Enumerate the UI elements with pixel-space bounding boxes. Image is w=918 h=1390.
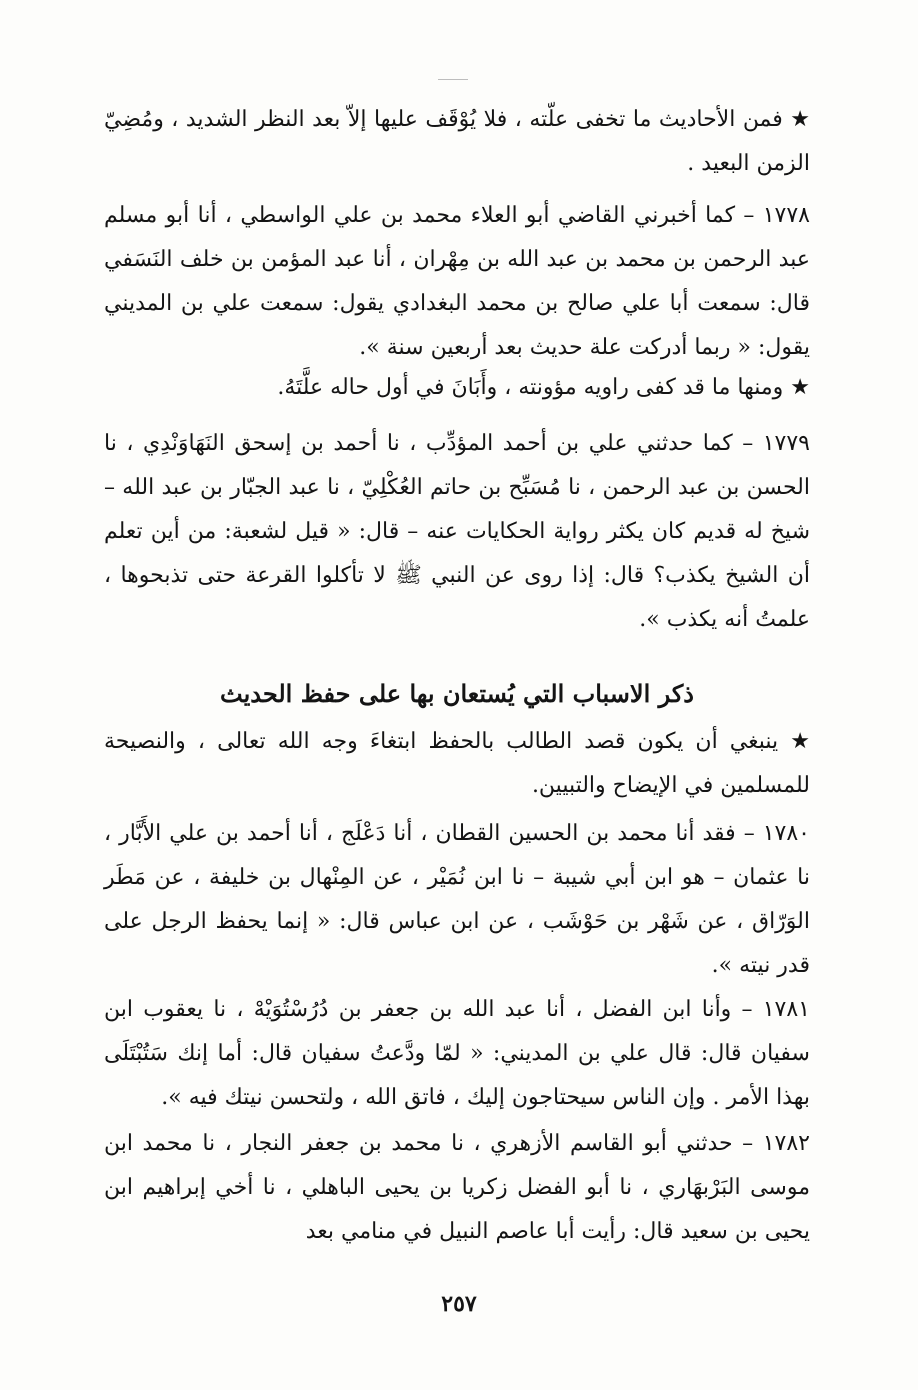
paragraph-1782: ١٧٨٢ – حدثني أبو القاسم الأزهري ، نا محمد بن جعفر النجار ، نا محمد ابن موسى البَرْبهَاري ، نا أبو الفضل زكريا بن يحيى الباهلي ، نا أخي إبراهيم ابن يحيى بن سعيد قال: رأيت أبا عاصم النبيل في منامي بعد xyxy=(104,1131,810,1244)
paragraph-weak-hadith-intro: ★ فمن الأحاديث ما تخفى علّته ، فلا يُوْقَف عليها إلاّ بعد النظر الشديد ، ومُضِيّ الزمن البعيد . xyxy=(104,107,810,176)
paragraph-memorization-intro: ★ ينبغي أن يكون قصد الطالب بالحفظ ابتغاءَ وجه الله تعالى ، والنصيحة للمسلمين في الإيضاح والتبيين. xyxy=(104,729,810,798)
paragraph-1781: ١٧٨١ – وأنا ابن الفضل ، أنا عبد الله بن جعفر بن دُرُسْتُوَيْهْ ، نا يعقوب ابن سفيان قال: قال علي بن المديني: « لمّا ودَّعتُ سفيان قال: أما إنك سَتُبْتَلَى بهذا الأمر . وإن الناس سيحتاجون إليك ، فاتق الله ، ولتحسن نيتك فيه ». xyxy=(104,997,810,1110)
paragraph-1778: ١٧٧٨ – كما أخبرني القاضي أبو العلاء محمد بن علي الواسطي ، أنا أبو مسلم عبد الرحمن بن محمد بن عبد الله بن مِهْران ، أنا عبد المؤمن بن خلف النَسَفي قال: سمعت أبا علي صالح بن محمد البغدادي يقول: سمعت علي بن المديني يقول: « ربما أدركت علة حديث بعد أربعين سنة ». xyxy=(104,203,810,360)
top-rule xyxy=(438,79,468,80)
section-heading: ذكر الاسباب التي يُستعان بها على حفظ الحديث xyxy=(220,679,694,708)
paragraph-1780: ١٧٨٠ – فقد أنا محمد بن الحسين القطان ، أنا دَعْلَج ، أنا أحمد بن علي الأَبَّار ، نا عثمان – هو ابن أبي شيبة – نا ابن نُمَيْر ، عن المِنْهال بن خليفة ، عن مَطَر الوَرّاق ، عن شَهْر بن حَوْشَب ، عن ابن عباس قال: « إنما يحفظ الرجل على قدر نيته ». xyxy=(104,821,810,978)
paragraph-1779: ١٧٧٩ – كما حدثني علي بن أحمد المؤدِّب ، نا أحمد بن إسحق النَهَاوَنْدِي ، نا الحسن بن عبد الرحمن ، نا مُسَبِّح بن حاتم العُكْلِيّ ، نا عبد الجبّار بن عبد الله – شيخ له قديم كان يكثر رواية الحكايات عنه – قال: « قيل لشعبة: من أين تعلم أن الشيخ يكذب؟ قال: إذا روى عن النبي ﷺ لا تأكلوا القرعة حتى تذبحوها ، علمتُ أنه يكذب ». xyxy=(104,431,810,632)
page-number: ٢٥٧ xyxy=(441,1291,477,1317)
paragraph-evident-defect-intro: ★ ومنها ما قد كفى راويه مؤونته ، وأَبَانَ في أول حاله علَّتَهُ. xyxy=(277,375,810,400)
